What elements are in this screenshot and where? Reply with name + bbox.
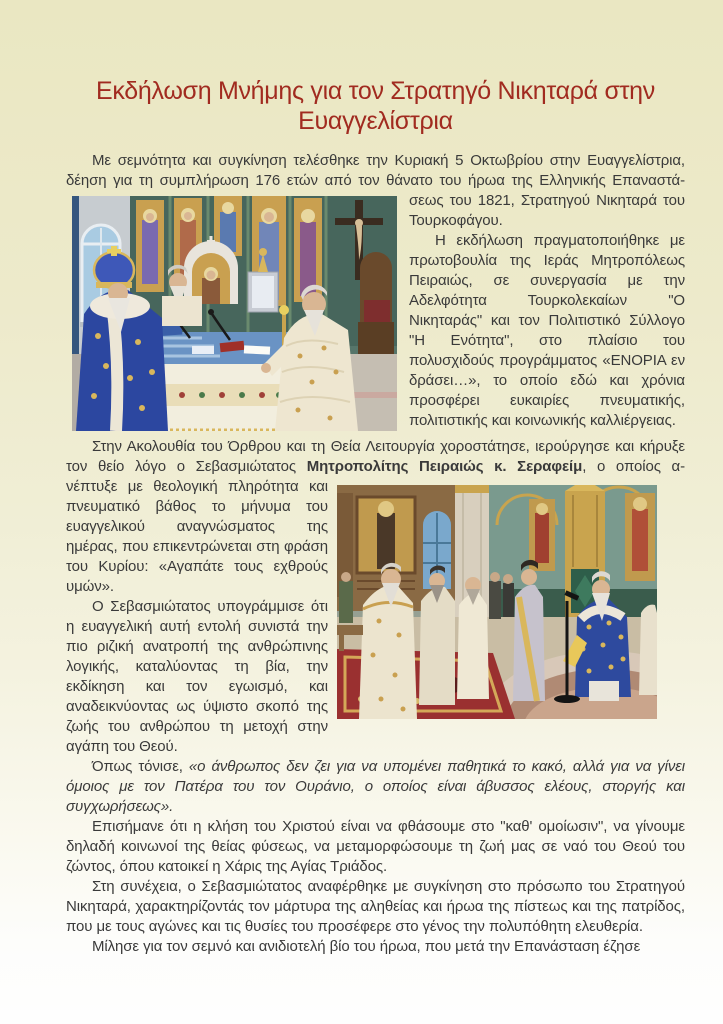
paragraph-liturgy-text: Στην Ακολουθία του Όρθρου και τη Θεία Λειτουργία χοροστάτησε, ιερούργησε και κήρυξε τον θείο λόγο ο Σεβασμιώτατος xyxy=(66,438,685,475)
page-title: Εκδήλωση Μνήμης για τον Στρατηγό Νικηταρά στην Ευαγγελίστρια xyxy=(96,77,655,135)
photo-nave-service xyxy=(337,485,657,719)
metropolitan-name: Μητροπολίτης Πειραιώς κ. Σεραφείμ xyxy=(306,458,583,475)
paragraph-nikitaras-tribute: Στη συνέχεια, ο Σεβασμιώτατος αναφέρθηκε με συγκίνηση στο πρόσωπο του Στρατηγού Νικηταρά, χαρακτηρίζοντάς τον μάρτυρα της αληθείας και ήρωα της πίστεως και της πατρίδος, που με τους αγώνες και τις θυσίες του προσέφερε στο γένος την πολυπόθητη ελευθερία. xyxy=(66,878,685,935)
paragraph-intro-continued: σεως του 1821, Στρατηγού Νικηταρά του Τουρκοφάγου. xyxy=(409,192,685,229)
altar-liturgy-image xyxy=(72,196,397,431)
paragraph-liturgy-text-end: , ο οποίος α- xyxy=(582,458,685,475)
paragraph-liturgy xyxy=(66,437,685,477)
quote-text: «ο άνθρωπος δεν ζει για να υπομένει παθητικά το κακό, αλλά για να γίνει όμοιος με τον Πατέρα του τον Ουράνιο, ο οποίος είναι άβυσσος ελέους, στοργής και συγχωρήσεως». xyxy=(66,758,685,815)
paragraph-intro: Με σεμνότητα και συγκίνηση τελέσθηκε την Κυριακή 5 Οκτωβρίου στην Ευαγγελίστρια, δέηση για τη συμπλήρωση 176 ετών από τον θάνατο του ήρωα της Ελληνικής Επαναστά- xyxy=(66,152,685,189)
paragraph-likeness: Επισήμανε ότι η κλήση του Χριστού είναι να φθάσουμε στο "καθ' ομοίωσιν", να γίνουμε δηλαδή κοινωνοί της θείας φύσεως, να μεταμορφώσουμε τη ζωή μας σε ναό του Θεού του ζώντος, όπου κατοικεί η Χάρις της Αγίας Τριάδος. xyxy=(66,818,685,875)
paragraph-quote xyxy=(66,757,685,817)
paragraph-organizers: Η εκδήλωση πραγματοποιήθηκε με πρωτοβουλία της Ιεράς Μητροπόλεως Πειραιώς, σε συνεργασία με την Αδελφότητα Τουρκολεκαίων "Ο Νικηταράς" και τον Πολιτιστικό Σύλλογο "Η Ενότητα", στο πλαίσιο του πολυσχιδούς προγράμματος «ΕΝΟΡΙΑ εν δράσει…», το οποίο εδώ και χρόνια προσφέρει ευκαιρίες πνευματικής, πολιτιστικής και κοινωνικής καλλιέργειας. xyxy=(409,232,685,429)
photo-altar-liturgy xyxy=(72,196,397,431)
nave-service-image xyxy=(337,485,657,719)
quote-intro: Όπως τόνισε, xyxy=(92,758,189,775)
article-body xyxy=(66,151,685,957)
paragraph-humble-life: Μίλησε για τον σεμνό και ανιδιοτελή βίο του ήρωα, που μετά την Επανάσταση έζησε xyxy=(92,938,641,955)
paragraph-gospel-command: Ο Σεβασμιώτατος υπογράμμισε ότι η ευαγγελική αυτή εντολή συνιστά την πιο ριζική ανατροπή της ανθρώπινης λογικής, καταλύοντας τη βία, την εκδίκηση και τον εγωισμό, και αναδεικνύοντας ως ύψιστο σκοπό της ζωής του ανθρώπου τη μετοχή στην αγάπη του Θεού. xyxy=(66,598,328,755)
paragraph-sermon: νέπτυξε με θεολογική πληρότητα και πνευματικό βάθος το μήνυμα του ευαγγελικού αναγνώσματος της ημέρας, που επικεντρώνεται στη φράση του Κυρίου: «Αγαπάτε τους εχθρούς υμών». xyxy=(66,478,328,595)
